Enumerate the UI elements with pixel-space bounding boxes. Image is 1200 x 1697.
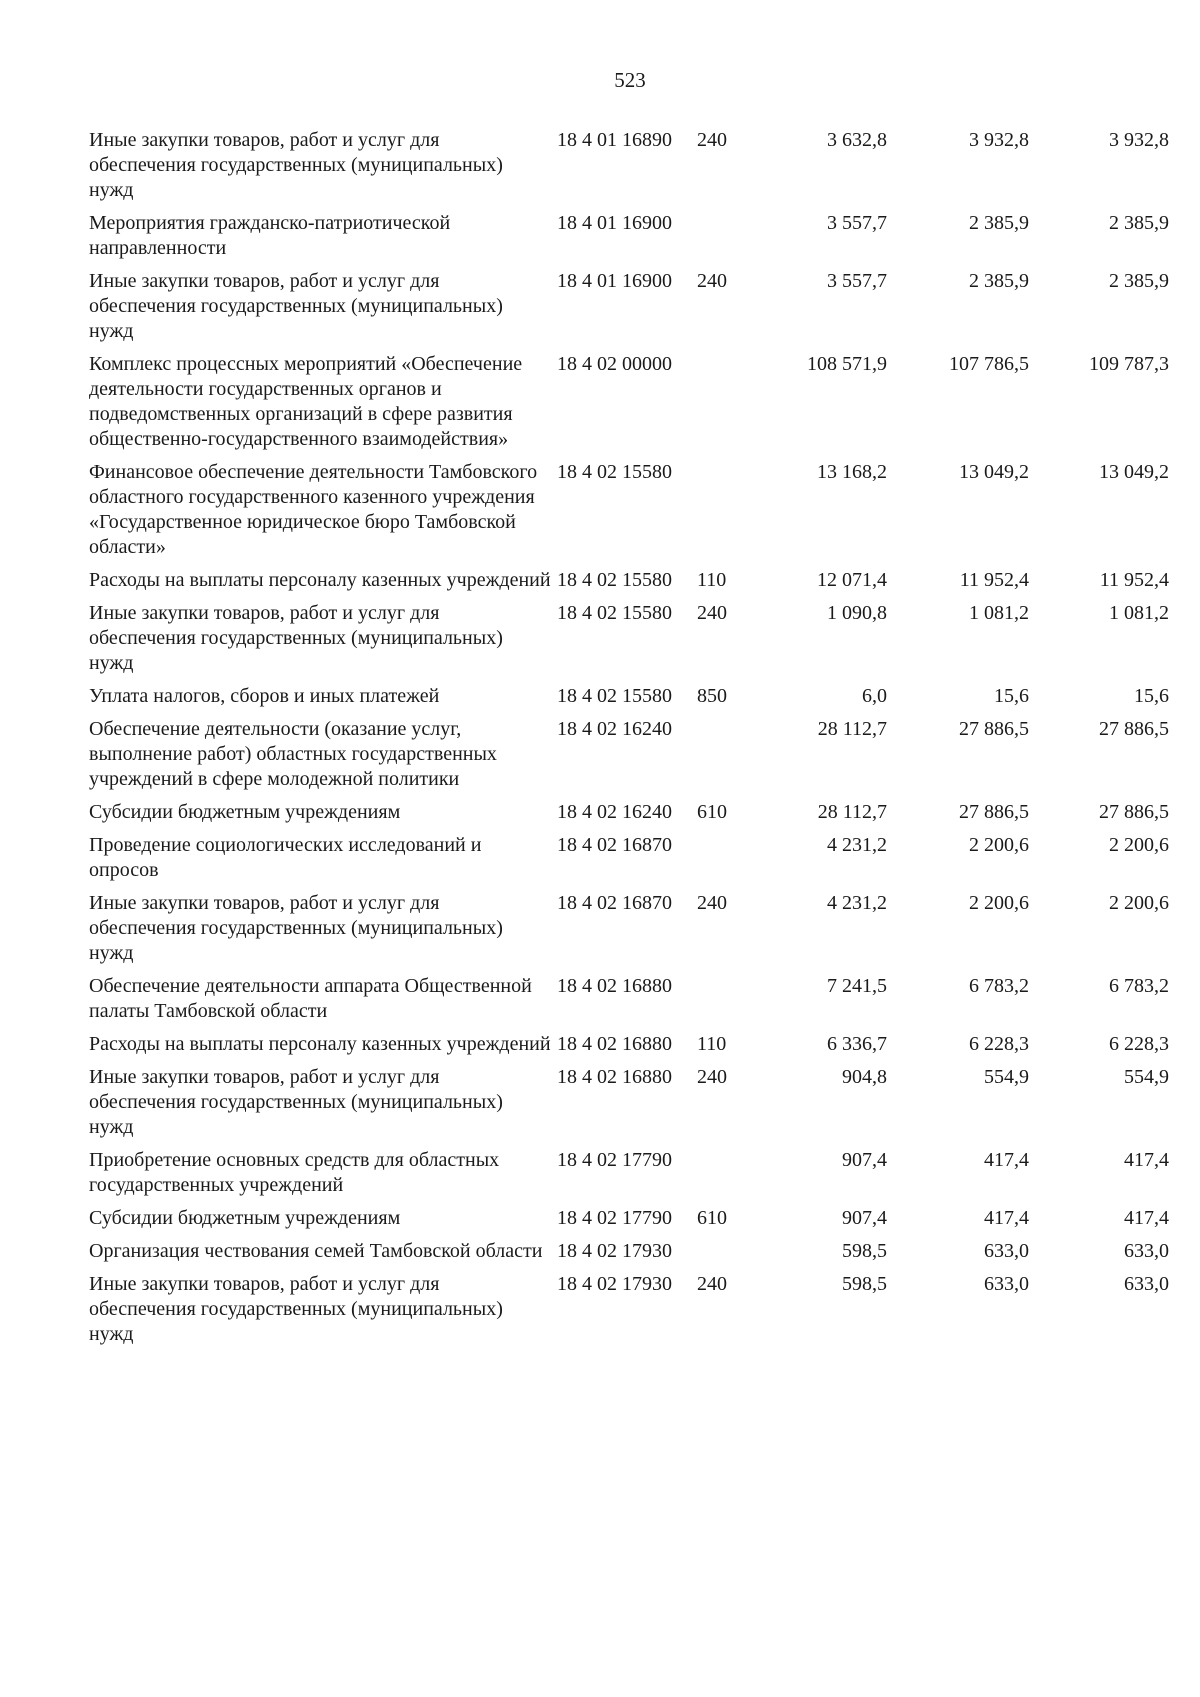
row-expense-type: 240: [697, 892, 727, 914]
table-body: [89, 128, 1169, 1355]
row-amount-year-3: 2 385,9: [1109, 212, 1169, 234]
row-amount-year-1: 907,4: [842, 1207, 887, 1229]
row-code: 18 4 02 00000: [557, 353, 672, 375]
row-amount-year-1: 4 231,2: [827, 892, 887, 914]
row-amount-year-3: 27 886,5: [1099, 801, 1169, 823]
row-amount-year-1: 3 557,7: [827, 212, 887, 234]
row-amount-year-3: 2 200,6: [1109, 834, 1169, 856]
row-expense-type: 240: [697, 1066, 727, 1088]
table-row: [89, 1032, 1169, 1065]
row-expense-type: [697, 974, 767, 1032]
row-expense-type: [697, 352, 767, 460]
row-amount-year-1: 3 557,7: [827, 270, 887, 292]
row-amount-year-1: 904,8: [842, 1066, 887, 1088]
row-code: 18 4 02 16240: [557, 801, 672, 823]
row-name: Уплата налогов, сборов и иных платежей: [89, 685, 440, 707]
row-amount-year-1: 108 571,9: [807, 353, 887, 375]
row-amount-year-3: 633,0: [1124, 1273, 1169, 1295]
row-expense-type: [697, 833, 767, 891]
row-name: Расходы на выплаты персоналу казенных учреждений: [89, 569, 551, 591]
row-amount-year-1: 6,0: [862, 685, 887, 707]
row-amount-year-3: 3 932,8: [1109, 129, 1169, 151]
row-name: Расходы на выплаты персоналу казенных учреждений: [89, 1033, 551, 1055]
row-amount-year-1: 12 071,4: [817, 569, 887, 591]
row-amount-year-2: 2 200,6: [969, 892, 1029, 914]
row-name: Иные закупки товаров, работ и услуг для обеспечения государственных (муниципальных) нужд: [89, 892, 503, 964]
budget-table: [89, 128, 1169, 1355]
row-code: 18 4 02 16880: [557, 1066, 672, 1088]
table-row: [89, 352, 1169, 460]
row-amount-year-3: 11 952,4: [1099, 569, 1169, 591]
row-amount-year-1: 907,4: [842, 1149, 887, 1171]
row-name: Обеспечение деятельности аппарата Общественной палаты Тамбовской области: [89, 975, 532, 1022]
row-amount-year-3: 109 787,3: [1089, 353, 1169, 375]
table-row: [89, 568, 1169, 601]
row-amount-year-2: 15,6: [994, 685, 1029, 707]
page-number: 523: [614, 68, 646, 92]
row-amount-year-3: 2 385,9: [1109, 270, 1169, 292]
row-code: 18 4 02 15580: [557, 602, 672, 624]
row-name: Мероприятия гражданско-патриотической направленности: [89, 212, 451, 259]
row-expense-type: [697, 1239, 767, 1272]
row-name: Иные закупки товаров, работ и услуг для обеспечения государственных (муниципальных) нужд: [89, 1066, 503, 1138]
row-code: 18 4 02 16870: [557, 892, 672, 914]
row-code: 18 4 02 16240: [557, 718, 672, 740]
row-amount-year-2: 107 786,5: [949, 353, 1029, 375]
row-amount-year-1: 13 168,2: [817, 461, 887, 483]
row-amount-year-3: 13 049,2: [1099, 461, 1169, 483]
row-name: Иные закупки товаров, работ и услуг для обеспечения государственных (муниципальных) нужд: [89, 602, 503, 674]
row-expense-type: 610: [697, 801, 727, 823]
table-row: [89, 128, 1169, 211]
row-code: 18 4 02 16880: [557, 975, 672, 997]
table-row: [89, 1206, 1169, 1239]
row-amount-year-1: 598,5: [842, 1273, 887, 1295]
row-amount-year-1: 3 632,8: [827, 129, 887, 151]
row-amount-year-3: 417,4: [1124, 1207, 1169, 1229]
row-amount-year-2: 27 886,5: [959, 718, 1029, 740]
table-row: [89, 211, 1169, 269]
row-amount-year-1: 6 336,7: [827, 1033, 887, 1055]
row-amount-year-1: 7 241,5: [827, 975, 887, 997]
table-row: [89, 833, 1169, 891]
row-code: 18 4 01 16900: [557, 270, 672, 292]
row-expense-type: [697, 211, 767, 269]
row-name: Обеспечение деятельности (оказание услуг, выполнение работ) областных государственных учреждений в сфере молодежной политики: [89, 718, 497, 790]
row-expense-type: 110: [697, 569, 727, 591]
row-code: 18 4 02 17790: [557, 1207, 672, 1229]
row-amount-year-2: 2 200,6: [969, 834, 1029, 856]
row-code: 18 4 02 17930: [557, 1240, 672, 1262]
row-amount-year-3: 1 081,2: [1109, 602, 1169, 624]
row-expense-type: [697, 460, 767, 568]
row-name: Иные закупки товаров, работ и услуг для обеспечения государственных (муниципальных) нужд: [89, 270, 503, 342]
row-expense-type: 610: [697, 1207, 727, 1229]
row-expense-type: 110: [697, 1033, 727, 1055]
row-code: 18 4 02 16870: [557, 834, 672, 856]
row-amount-year-2: 6 228,3: [969, 1033, 1029, 1055]
row-amount-year-3: 417,4: [1124, 1149, 1169, 1171]
row-code: 18 4 02 15580: [557, 569, 672, 591]
row-code: 18 4 02 15580: [557, 461, 672, 483]
row-expense-type: 240: [697, 602, 727, 624]
row-amount-year-2: 13 049,2: [959, 461, 1029, 483]
row-code: 18 4 01 16890: [557, 129, 672, 151]
row-amount-year-2: 2 385,9: [969, 212, 1029, 234]
row-amount-year-2: 6 783,2: [969, 975, 1029, 997]
table-row: [89, 1148, 1169, 1206]
table-row: [89, 460, 1169, 568]
table-row: [89, 684, 1169, 717]
row-amount-year-2: 2 385,9: [969, 270, 1029, 292]
row-name: Финансовое обеспечение деятельности Тамбовского областного государственного казенного учреждения «Государственное юридическое бюро Тамбовской области»: [89, 461, 538, 558]
row-code: 18 4 02 17930: [557, 1273, 672, 1295]
row-name: Субсидии бюджетным учреждениям: [89, 1207, 401, 1229]
row-amount-year-1: 28 112,7: [817, 801, 887, 823]
row-amount-year-3: 15,6: [1134, 685, 1169, 707]
row-amount-year-1: 598,5: [842, 1240, 887, 1262]
table-row: [89, 800, 1169, 833]
table-row: [89, 891, 1169, 974]
table-row: [89, 601, 1169, 684]
table-row: [89, 1065, 1169, 1148]
table-row: [89, 1272, 1169, 1355]
row-expense-type: [697, 1148, 767, 1206]
table-row: [89, 1239, 1169, 1272]
row-name: Приобретение основных средств для областных государственных учреждений: [89, 1149, 500, 1196]
row-expense-type: 850: [697, 685, 727, 707]
row-amount-year-3: 6 228,3: [1109, 1033, 1169, 1055]
row-amount-year-2: 554,9: [984, 1066, 1029, 1088]
row-expense-type: 240: [697, 270, 727, 292]
row-amount-year-3: 633,0: [1124, 1240, 1169, 1262]
row-amount-year-1: 28 112,7: [817, 718, 887, 740]
row-amount-year-2: 1 081,2: [969, 602, 1029, 624]
row-expense-type: 240: [697, 129, 727, 151]
row-name: Организация чествования семей Тамбовской области: [89, 1240, 543, 1262]
row-amount-year-2: 417,4: [984, 1149, 1029, 1171]
row-amount-year-2: 417,4: [984, 1207, 1029, 1229]
row-amount-year-2: 27 886,5: [959, 801, 1029, 823]
row-expense-type: 240: [697, 1273, 727, 1295]
row-name: Иные закупки товаров, работ и услуг для обеспечения государственных (муниципальных) нужд: [89, 129, 503, 201]
row-name: Проведение социологических исследований и опросов: [89, 834, 482, 881]
row-amount-year-3: 27 886,5: [1099, 718, 1169, 740]
row-amount-year-2: 633,0: [984, 1273, 1029, 1295]
table-row: [89, 717, 1169, 800]
row-code: 18 4 02 17790: [557, 1149, 672, 1171]
row-name: Иные закупки товаров, работ и услуг для обеспечения государственных (муниципальных) нужд: [89, 1273, 503, 1345]
row-amount-year-3: 2 200,6: [1109, 892, 1169, 914]
row-name: Субсидии бюджетным учреждениям: [89, 801, 401, 823]
row-amount-year-2: 11 952,4: [959, 569, 1029, 591]
row-amount-year-2: 3 932,8: [969, 129, 1029, 151]
row-amount-year-1: 4 231,2: [827, 834, 887, 856]
row-expense-type: [697, 717, 767, 800]
row-code: 18 4 01 16900: [557, 212, 672, 234]
row-amount-year-1: 1 090,8: [827, 602, 887, 624]
row-code: 18 4 02 16880: [557, 1033, 672, 1055]
row-name: Комплекс процессных мероприятий «Обеспечение деятельности государственных органов и подведомственных организаций в сфере развития общественно-государственного взаимодействия»: [89, 353, 523, 450]
row-amount-year-2: 633,0: [984, 1240, 1029, 1262]
row-amount-year-3: 554,9: [1124, 1066, 1169, 1088]
row-code: 18 4 02 15580: [557, 685, 672, 707]
row-amount-year-3: 6 783,2: [1109, 975, 1169, 997]
table-row: [89, 974, 1169, 1032]
table-row: [89, 269, 1169, 352]
